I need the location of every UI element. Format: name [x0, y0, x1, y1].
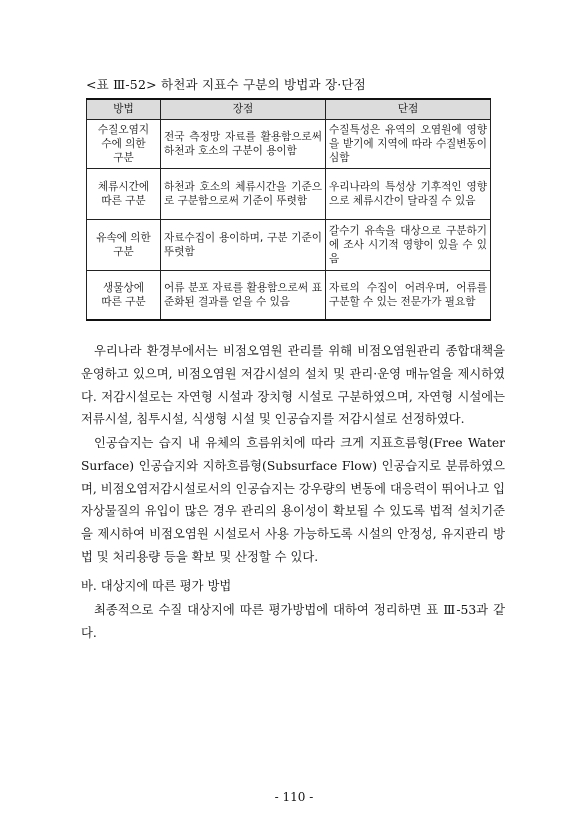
body-paragraph	[81, 599, 505, 645]
table-row	[87, 120, 491, 169]
header-method: 방법	[87, 99, 161, 120]
method-cell	[87, 220, 161, 271]
paragraph-text: 우리나라 환경부에서는 비점오염원 관리를 위해 비점오염원관리 종합대책을 운영하고 있으며, 비점오염원 저감시설의 설치 및 관리·운영 매뉴얼을 제시하였다. 저감시설로는 자연형 시설과 장치형 시설로 구분하였으며, 자연형 시설에는 저류시설, 침투시설, 식생형 시설 및 인공습지를 저감시설로 선정하였다.	[81, 344, 505, 427]
method-text: 수질오염지 수에 의한 구분	[97, 123, 150, 165]
header-cons: 단점	[326, 99, 491, 120]
table-row	[87, 220, 491, 271]
method-cell	[87, 169, 161, 220]
method-text: 유속에 의한 구분	[96, 231, 151, 258]
method-text: 생물상에 따른 구분	[101, 281, 146, 308]
cons-cell: 수질특성은 유역의 오염원에 영향을 받기에 지역에 따라 수질변동이 심함	[326, 120, 491, 169]
page-number: - 110 -	[274, 790, 314, 804]
methods-comparison-table	[86, 98, 491, 321]
table-row	[87, 169, 491, 220]
paragraph-text: 최종적으로 수질 대상지에 따른 평가방법에 대하여 정리하면 표 Ⅲ-53과 같다.	[81, 603, 505, 640]
header-pros: 장점	[161, 99, 326, 120]
body-paragraph	[81, 340, 505, 431]
pros-cell: 자료수집이 용이하며, 구분 기준이 뚜렷함	[161, 220, 326, 271]
paragraph-text: 인공습지는 습지 내 유체의 흐름위치에 따라 크게 지표흐름형(Free Water Surface) 인공습지와 지하흐름형(Subsurface Flow) 인공습지로 분류하였으며, 비점오염저감시설로서의 인공습지는 강우량의 변동에 대응력이 뛰어나고 입자상물질의 유입이 많은 경우 관리의 용이성이 확보될 수 있도록 법적 설치기준을 제시하여 비점오염원 시설로서 사용 가능하도록 시설의 안정성, 유지관리 방법 및 처리용량 등을 확보 및 산정할 수 있다.	[81, 436, 505, 564]
table-header-row	[87, 99, 491, 120]
method-cell	[87, 271, 161, 321]
cons-cell: 우리나라의 특성상 기후적인 영향으로 체류시간이 달라질 수 있음	[326, 169, 491, 220]
table-caption: <표 Ⅲ-52> 하천과 지표수 구분의 방법과 장·단점	[86, 77, 366, 92]
cons-cell: 갈수기 유속을 대상으로 구분하기에 조사 시기적 영향이 있을 수 있음	[326, 220, 491, 271]
section-heading: 바. 대상지에 따른 평가 방법	[81, 579, 232, 593]
body-paragraph	[81, 432, 505, 569]
method-cell	[87, 120, 161, 169]
table-row	[87, 271, 491, 321]
pros-cell: 전국 측정망 자료를 활용함으로써 하천과 호소의 구분이 용이함	[161, 120, 326, 169]
pros-cell: 어류 분포 자료를 활용함으로써 표준화된 결과를 얻을 수 있음	[161, 271, 326, 321]
method-text: 체류시간에 따른 구분	[97, 180, 150, 207]
cons-cell: 자료의 수집이 어려우며, 어류를 구분할 수 있는 전문가가 필요함	[326, 271, 491, 321]
pros-cell: 하천과 호소의 체류시간을 기준으로 구분함으로써 기준이 뚜렷함	[161, 169, 326, 220]
